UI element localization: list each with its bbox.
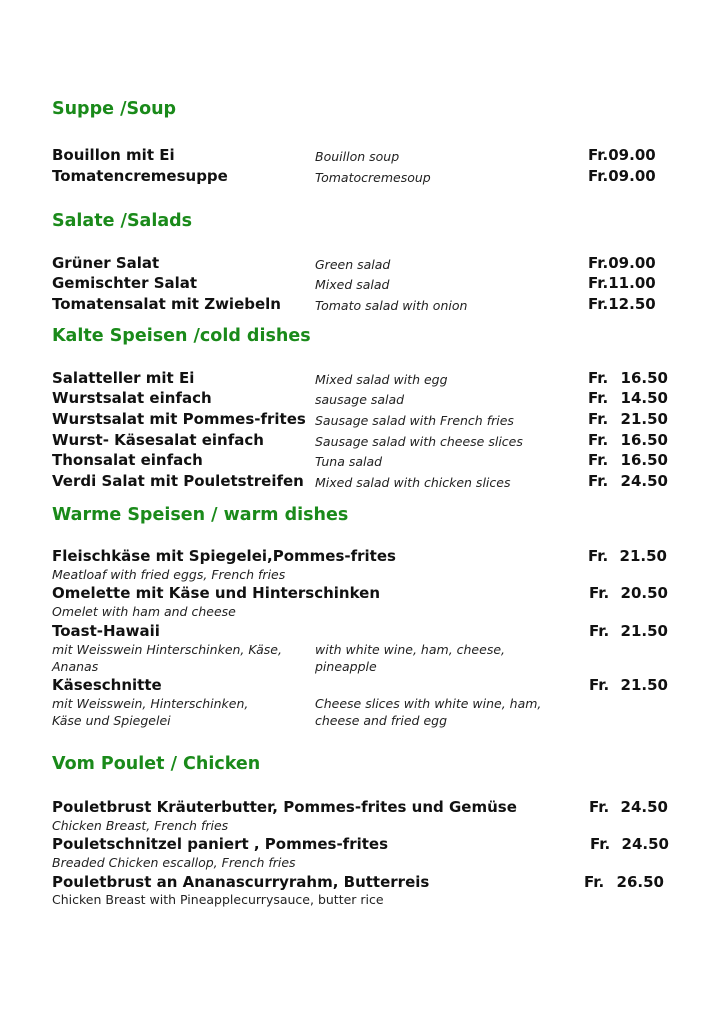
- item-price: [588, 451, 668, 471]
- price-currency: Fr.: [590, 835, 611, 853]
- item-name: Gemischter Salat: [52, 274, 198, 292]
- item-name: Bouillon mit Ei: [52, 146, 175, 164]
- price-currency: Fr.: [589, 584, 610, 602]
- price-amount: 16.50: [620, 451, 668, 469]
- item-price: [588, 369, 668, 389]
- item-name: Wurstsalat mit Pommes-frites: [52, 410, 306, 428]
- item-price: [589, 798, 668, 818]
- item-description-en: pineapple: [315, 659, 377, 674]
- price-currency: Fr.: [589, 798, 610, 816]
- price-currency: Fr.: [588, 410, 609, 428]
- item-description-de: Käse und Spiegelei: [52, 713, 171, 728]
- item-price: Fr.11.00: [588, 274, 656, 292]
- item-name: Omelette mit Käse und Hinterschinken: [52, 584, 381, 602]
- price-currency: Fr.: [588, 451, 609, 469]
- item-name: Pouletschnitzel paniert , Pommes-frites: [52, 835, 389, 853]
- item-price: [589, 676, 668, 696]
- price-amount: 16.50: [620, 431, 668, 449]
- section-title-warm: Warme Speisen / warm dishes: [52, 505, 349, 525]
- item-description: Breaded Chicken escallop, French fries: [52, 855, 296, 870]
- item-price: [589, 584, 668, 604]
- price-amount: 26.50: [616, 873, 664, 891]
- item-english: Mixed salad: [315, 277, 390, 292]
- item-price: Fr.12.50: [588, 295, 656, 313]
- item-price: Fr.09.00: [588, 254, 656, 272]
- item-name: Käseschnitte: [52, 676, 162, 694]
- item-english: Tomato salad with onion: [315, 298, 468, 313]
- price-currency: Fr.: [584, 873, 605, 891]
- price-currency: Fr.: [588, 431, 609, 449]
- item-name: Thonsalat einfach: [52, 451, 203, 469]
- price-amount: 20.50: [620, 584, 668, 602]
- item-english: Sausage salad with cheese slices: [315, 434, 523, 449]
- item-english: Tomatocremesoup: [315, 170, 431, 185]
- item-name: Verdi Salat mit Pouletstreifen: [52, 472, 304, 490]
- item-price: [588, 431, 668, 451]
- item-description: Omelet with ham and cheese: [52, 604, 236, 619]
- item-name: Pouletbrust an Ananascurryrahm, Butterreis: [52, 873, 430, 891]
- price-currency: Fr.: [588, 369, 609, 387]
- section-title-cold: Kalte Speisen /cold dishes: [52, 326, 311, 346]
- section-title-chicken: Vom Poulet / Chicken: [52, 754, 261, 774]
- item-english: Green salad: [315, 257, 391, 272]
- price-currency: Fr.: [589, 622, 610, 640]
- item-name: Pouletbrust Kräuterbutter, Pommes-frites und Gemüse: [52, 798, 517, 816]
- item-english: sausage salad: [315, 392, 405, 407]
- item-description-en: Cheese slices with white wine, ham,: [315, 696, 542, 711]
- item-name: Grüner Salat: [52, 254, 160, 272]
- item-description: Chicken Breast with Pineapplecurrysauce, butter rice: [52, 892, 384, 907]
- item-english: Mixed salad with chicken slices: [315, 475, 511, 490]
- item-price: Fr.09.00: [588, 167, 656, 185]
- item-english: Mixed salad with egg: [315, 372, 448, 387]
- item-price: [590, 835, 669, 855]
- item-english: Sausage salad with French fries: [315, 413, 514, 428]
- item-description: Chicken Breast, French fries: [52, 818, 229, 833]
- price-amount: 21.50: [620, 676, 668, 694]
- item-price: Fr.09.00: [588, 146, 656, 164]
- item-name: Salatteller mit Ei: [52, 369, 195, 387]
- item-price: [588, 472, 668, 492]
- item-name: Tomatensalat mit Zwiebeln: [52, 295, 281, 313]
- section-title-soup: Suppe /Soup: [52, 99, 177, 119]
- price-amount: 14.50: [620, 389, 668, 407]
- item-name: Wurstsalat einfach: [52, 389, 212, 407]
- item-price: [588, 547, 667, 567]
- item-description-en: with white wine, ham, cheese,: [315, 642, 505, 657]
- price-currency: Fr.: [588, 472, 609, 490]
- item-name: Tomatencremesuppe: [52, 167, 228, 185]
- price-currency: Fr.: [588, 389, 609, 407]
- price-amount: 24.50: [620, 798, 668, 816]
- section-title-salads: Salate /Salads: [52, 211, 193, 231]
- item-description-de: mit Weisswein, Hinterschinken,: [52, 696, 249, 711]
- item-price: [588, 389, 668, 409]
- item-price: [588, 410, 668, 430]
- item-english: Bouillon soup: [315, 149, 400, 164]
- price-amount: 21.50: [620, 410, 668, 428]
- item-description-de: mit Weisswein Hinterschinken, Käse,: [52, 642, 282, 657]
- price-amount: 21.50: [619, 547, 667, 565]
- item-description-en: cheese and fried egg: [315, 713, 448, 728]
- item-description: Meatloaf with fried eggs, French fries: [52, 567, 286, 582]
- item-price: [584, 873, 664, 893]
- price-amount: 16.50: [620, 369, 668, 387]
- price-currency: Fr.: [588, 547, 609, 565]
- price-amount: 24.50: [620, 472, 668, 490]
- item-name: Fleischkäse mit Spiegelei,Pommes-frites: [52, 547, 396, 565]
- price-currency: Fr.: [589, 676, 610, 694]
- item-english: Tuna salad: [315, 454, 383, 469]
- price-amount: 24.50: [621, 835, 669, 853]
- item-name: Toast-Hawaii: [52, 622, 160, 640]
- item-price: [589, 622, 668, 642]
- item-name: Wurst- Käsesalat einfach: [52, 431, 264, 449]
- price-amount: 21.50: [620, 622, 668, 640]
- item-description-de: Ananas: [52, 659, 99, 674]
